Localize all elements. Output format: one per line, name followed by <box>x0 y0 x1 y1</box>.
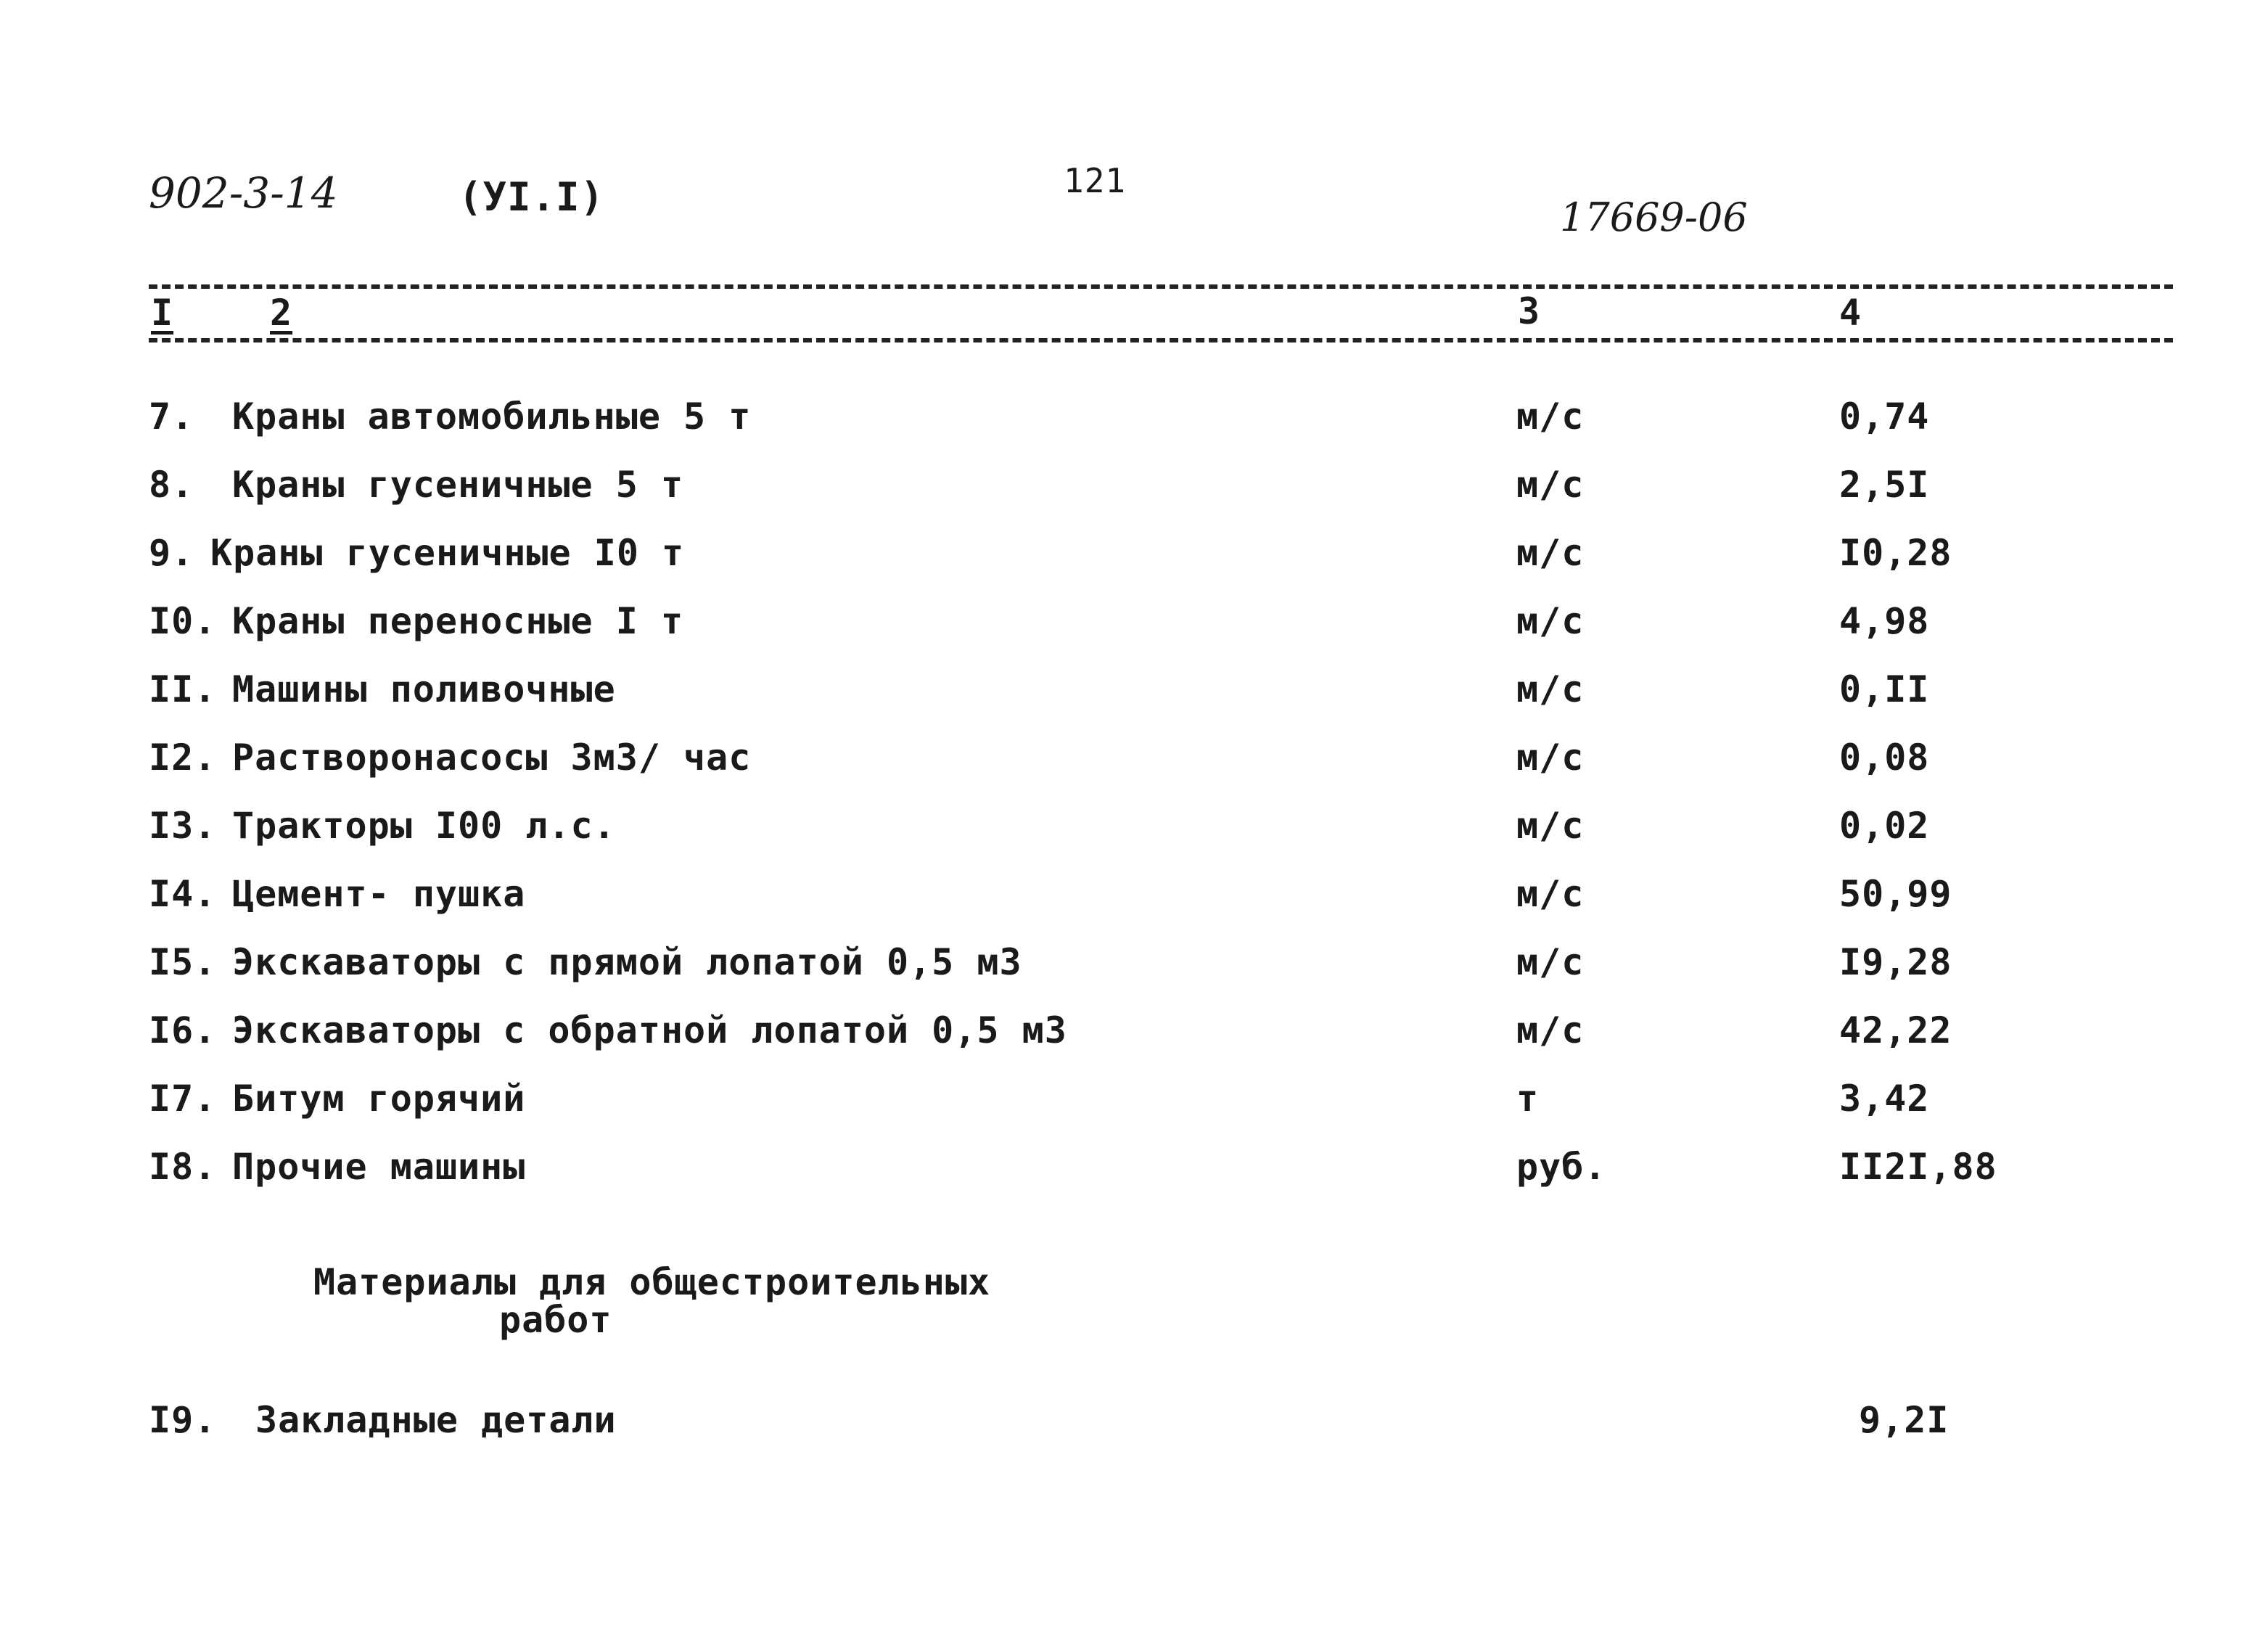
doc-code: 902-3-14 <box>149 168 338 218</box>
row-value: 0,II <box>1839 668 1930 710</box>
row-unit: руб. <box>1516 1146 1607 1188</box>
row-name: Закладные детали <box>255 1399 617 1441</box>
row-number: I4. <box>149 873 217 915</box>
table-row <box>0 805 2268 848</box>
row-unit: м/с <box>1516 464 1585 506</box>
row-value: 0,02 <box>1839 805 1930 847</box>
row-value: I9,28 <box>1839 941 1952 983</box>
row-name: Битум горячий <box>232 1078 526 1120</box>
row-value: I0,28 <box>1839 532 1952 574</box>
row-value: 50,99 <box>1839 873 1952 915</box>
row-value: 0,08 <box>1839 737 1930 779</box>
row-number: I3. <box>149 805 217 847</box>
table-row <box>0 737 2268 780</box>
table-row <box>0 1078 2268 1121</box>
col-header-1: I <box>151 292 174 334</box>
table-row <box>0 532 2268 575</box>
row-name: Растворонасосы 3м3/ час <box>232 737 752 779</box>
table-header-rule <box>149 338 2173 342</box>
col-header-4: 4 <box>1839 292 1862 334</box>
row-name: Экскаваторы с прямой лопатой 0,5 м3 <box>232 941 1022 983</box>
subsection-title-line1: Материалы для общестроительных <box>313 1261 991 1303</box>
row-value: II2I,88 <box>1839 1146 1997 1188</box>
row-number: 7. <box>149 395 194 438</box>
row-unit: м/с <box>1516 668 1585 710</box>
row-value: 4,98 <box>1839 600 1930 642</box>
inventory-number: 17669-06 <box>1560 194 1748 240</box>
row-unit: м/с <box>1516 873 1585 915</box>
table-row <box>0 941 2268 985</box>
row-value: 3,42 <box>1839 1078 1930 1120</box>
row-value: 2,5I <box>1839 464 1930 506</box>
row-number: I8. <box>149 1146 217 1188</box>
row-value: 42,22 <box>1839 1009 1952 1051</box>
row-name: Тракторы I00 л.с. <box>232 805 616 847</box>
row-number: 8. <box>149 464 194 506</box>
row-unit: м/с <box>1516 941 1585 983</box>
row-number: I9. <box>149 1399 217 1441</box>
table-row <box>0 395 2268 439</box>
row-number: I7. <box>149 1078 217 1120</box>
row-unit: м/с <box>1516 395 1585 438</box>
row-name: Экскаваторы с обратной лопатой 0,5 м3 <box>232 1009 1067 1051</box>
row-unit: м/с <box>1516 532 1585 574</box>
row-name: Машины поливочные <box>232 668 616 710</box>
row-name: Прочие машины <box>232 1146 526 1188</box>
section-code: (УI.I) <box>459 174 605 220</box>
row-number: I2. <box>149 737 217 779</box>
col-header-3: 3 <box>1518 290 1541 332</box>
row-name: Краны автомобильные 5 т <box>232 395 752 438</box>
row-name: Цемент- пушка <box>232 873 526 915</box>
subsection-title-line2: работ <box>499 1299 612 1341</box>
row-number: 9. <box>149 532 194 574</box>
row-name: Краны переносные I т <box>232 600 684 642</box>
row-number: I0. <box>149 600 217 642</box>
row-unit: м/с <box>1516 805 1585 847</box>
row-number: I5. <box>149 941 217 983</box>
table-row <box>0 668 2268 712</box>
col-header-2: 2 <box>270 292 293 334</box>
row-number: II. <box>149 668 217 710</box>
table-row <box>0 1146 2268 1189</box>
table-row <box>0 1009 2268 1053</box>
row-unit: т <box>1516 1078 1540 1120</box>
table-row <box>0 600 2268 644</box>
table-row <box>0 873 2268 916</box>
row-value: 0,74 <box>1839 395 1930 438</box>
page-number: 121 <box>1064 161 1127 200</box>
row-unit: м/с <box>1516 737 1585 779</box>
row-unit: м/с <box>1516 600 1585 642</box>
table-top-rule <box>149 284 2173 289</box>
row-name: Краны гусеничные I0 т <box>210 532 685 574</box>
row-name: Краны гусеничные 5 т <box>232 464 684 506</box>
table-row <box>0 1399 2268 1443</box>
table-row <box>0 464 2268 507</box>
row-number: I6. <box>149 1009 217 1051</box>
row-unit: м/с <box>1516 1009 1585 1051</box>
row-value: 9,2I <box>1859 1399 1949 1441</box>
